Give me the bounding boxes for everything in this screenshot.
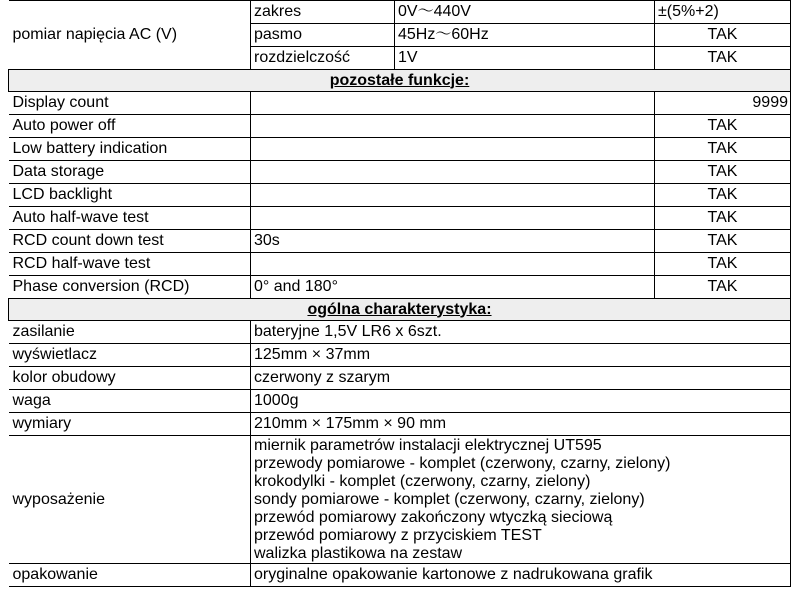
function-name: Display count <box>9 92 251 115</box>
function-flag: TAK <box>655 276 791 299</box>
function-value <box>251 161 655 184</box>
list-item: sondy pomiarowe - komplet (czerwony, czarny, zielony) <box>254 490 645 508</box>
list-item: przewód pomiarowy zakończony wtyczką sieciową <box>254 508 613 526</box>
section-header-functions: pozostałe funkcje: <box>9 70 791 92</box>
function-name: LCD backlight <box>9 184 251 207</box>
spec-page <box>8 0 790 587</box>
table-row <box>9 1 791 24</box>
list-item: krokodylki - komplet (czerwony, czarny, zielony) <box>254 472 591 490</box>
function-name: Low battery indication <box>9 138 251 161</box>
list-item: przewody pomiarowe - komplet (czerwony, czarny, zielony) <box>254 454 671 472</box>
value-cell: 0V～440V <box>395 1 655 24</box>
section-header-row <box>9 70 791 92</box>
function-name: Auto power off <box>9 115 251 138</box>
general-value: czerwony z szarym <box>251 367 791 390</box>
function-value <box>251 138 655 161</box>
table-row <box>9 367 791 390</box>
equipment-name: wyposażenie <box>9 436 251 564</box>
function-flag: TAK <box>655 207 791 230</box>
measurement-label: pomiar napięcia AC (V) <box>9 1 251 70</box>
equipment-list <box>251 436 791 564</box>
function-flag: TAK <box>655 253 791 276</box>
function-flag: 9999 <box>655 92 791 115</box>
function-flag: TAK <box>655 161 791 184</box>
table-row <box>9 276 791 299</box>
general-name: waga <box>9 390 251 413</box>
function-value <box>251 207 655 230</box>
section-header-row <box>9 299 791 321</box>
general-value: bateryjne 1,5V LR6 x 6szt. <box>251 321 791 344</box>
function-value <box>251 92 655 115</box>
packaging-name: opakowanie <box>9 564 251 587</box>
accuracy-cell: ±(5%+2) <box>655 1 791 24</box>
general-name: wymiary <box>9 413 251 436</box>
general-name: kolor obudowy <box>9 367 251 390</box>
table-row <box>9 161 791 184</box>
function-name: RCD count down test <box>9 230 251 253</box>
function-value: 30s <box>251 230 655 253</box>
table-row <box>9 138 791 161</box>
function-flag: TAK <box>655 230 791 253</box>
function-name: RCD half-wave test <box>9 253 251 276</box>
general-value: 1000g <box>251 390 791 413</box>
table-row <box>9 344 791 367</box>
packaging-value: oryginalne opakowanie kartonowe z nadrukowana grafik <box>251 564 791 587</box>
function-value: 0° and 180° <box>251 276 655 299</box>
general-name: zasilanie <box>9 321 251 344</box>
function-name: Phase conversion (RCD) <box>9 276 251 299</box>
table-row <box>9 184 791 207</box>
table-row <box>9 436 791 564</box>
list-item: przewód pomiarowy z przyciskiem TEST <box>254 526 542 544</box>
accuracy-cell: TAK <box>655 24 791 47</box>
table-row <box>9 413 791 436</box>
general-name: wyświetlacz <box>9 344 251 367</box>
function-name: Auto half-wave test <box>9 207 251 230</box>
table-row <box>9 230 791 253</box>
value-cell: 1V <box>395 47 655 70</box>
table-row <box>9 115 791 138</box>
function-flag: TAK <box>655 138 791 161</box>
accuracy-cell: TAK <box>655 47 791 70</box>
spec-table <box>8 0 791 587</box>
table-row <box>9 321 791 344</box>
function-name: Data storage <box>9 161 251 184</box>
param-cell: pasmo <box>251 24 395 47</box>
function-value <box>251 253 655 276</box>
section-header-general: ogólna charakterystyka: <box>9 299 791 321</box>
list-item: walizka plastikowa na zestaw <box>254 544 463 562</box>
param-cell: zakres <box>251 1 395 24</box>
function-flag: TAK <box>655 184 791 207</box>
function-value <box>251 115 655 138</box>
general-value: 125mm × 37mm <box>251 344 791 367</box>
function-flag: TAK <box>655 115 791 138</box>
value-cell: 45Hz～60Hz <box>395 24 655 47</box>
table-row <box>9 253 791 276</box>
table-row <box>9 207 791 230</box>
table-row <box>9 92 791 115</box>
param-cell: rozdzielczość <box>251 47 395 70</box>
list-item: miernik parametrów instalacji elektrycznej UT595 <box>254 436 602 454</box>
function-value <box>251 184 655 207</box>
table-row <box>9 564 791 587</box>
general-value: 210mm × 175mm × 90 mm <box>251 413 791 436</box>
table-row <box>9 390 791 413</box>
